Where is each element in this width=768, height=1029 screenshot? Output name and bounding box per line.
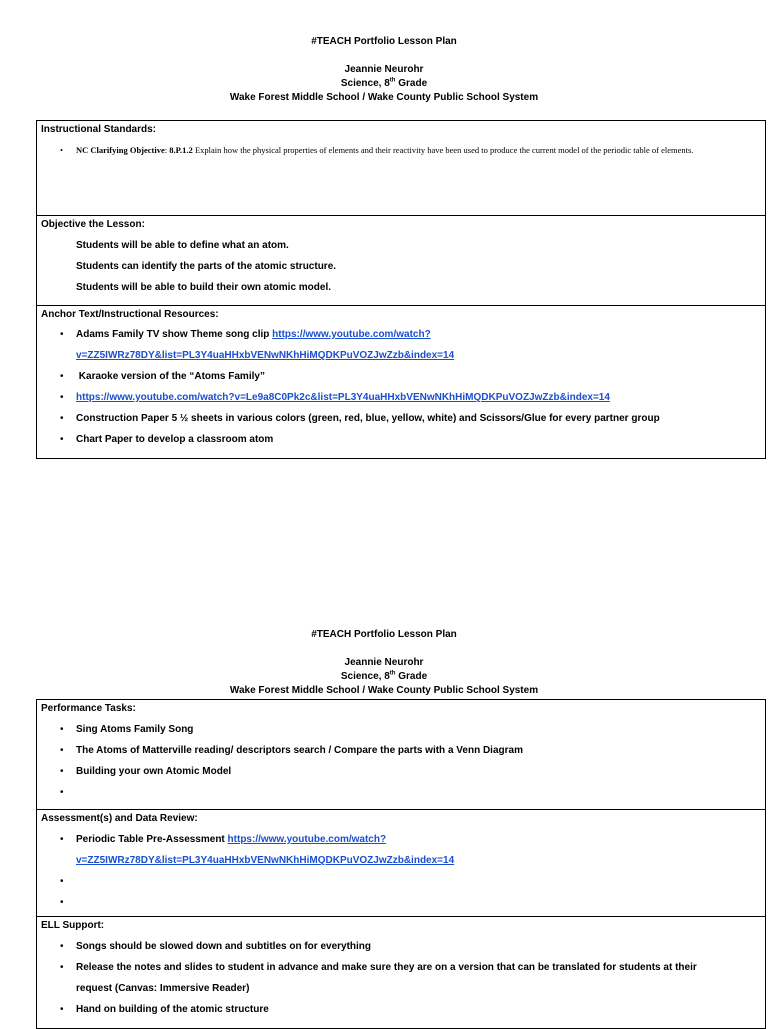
section-title: Assessment(s) and Data Review: <box>41 813 198 824</box>
performance-section <box>37 700 765 809</box>
resource-item: • Chart Paper to develop a classroom atom <box>41 433 761 447</box>
school-name: Wake Forest Middle School / Wake County Public School System <box>229 92 539 103</box>
resource-item: • Karaoke version of the “Atoms Family” <box>41 370 761 384</box>
resource-item: • Adams Family TV show Theme song clip https://www.youtube.com/watch? <box>41 328 761 342</box>
ell-item: • Release the notes and slides to student in advance and make sure they are on a version that can be translated for students at their <box>41 961 761 975</box>
lesson-table-2 <box>36 699 766 1029</box>
objective-item: Students will be able to build their own atomic model. <box>76 282 332 293</box>
ell-section <box>37 916 765 1028</box>
objective-section <box>37 215 765 305</box>
subject-grade: Science, 8th Grade <box>340 77 428 89</box>
lesson-table-1 <box>36 120 766 459</box>
standard-item: • NC Clarifying Objective: 8.P.1.2 Explain how the physical properties of elements and their reactivity have been used to produce the current model of the periodic table of elements. <box>41 140 761 160</box>
resource-item: • Construction Paper 5 ½ sheets in various colors (green, red, blue, yellow, white) and Scissors/Glue for every partner group <box>41 412 761 426</box>
standards-section <box>37 121 765 215</box>
assessment-link-continued <box>41 854 761 868</box>
section-title: Objective the Lesson: <box>41 219 145 230</box>
objective-item: Students can identify the parts of the atomic structure. <box>76 261 337 272</box>
task-item: • Building your own Atomic Model <box>41 765 761 779</box>
assessment-item-empty <box>41 875 761 889</box>
assessment-link[interactable]: https://www.youtube.com/watch? <box>227 834 387 845</box>
ell-item: • Songs should be slowed down and subtitles on for everything <box>41 940 761 954</box>
resource-link[interactable]: https://www.youtube.com/watch? <box>272 329 431 340</box>
assessment-item: • Periodic Table Pre-Assessment https://www.youtube.com/watch? <box>41 833 761 847</box>
assessment-section <box>37 809 765 916</box>
section-title: Performance Tasks: <box>41 703 136 714</box>
section-title: Instructional Standards: <box>41 124 157 135</box>
document-title: #TEACH Portfolio Lesson Plan <box>311 36 457 47</box>
task-item: • The Atoms of Matterville reading/ descriptors search / Compare the parts with a Venn Diagram <box>41 744 761 758</box>
section-title: Anchor Text/Instructional Resources: <box>41 309 219 320</box>
resource-link[interactable]: https://www.youtube.com/watch?v=Le9a8C0Pk2c&list=PL3Y4uaHHxbVENwNKhHiMQDKPuVOZJwZzb&index=14 <box>76 392 610 403</box>
author-name: Jeannie Neurohr <box>344 64 424 75</box>
resource-link-continued <box>41 349 761 363</box>
page-header <box>0 35 768 105</box>
assessment-item-empty <box>41 896 761 910</box>
section-title: ELL Support: <box>41 920 105 931</box>
ell-item-continued: request (Canvas: Immersive Reader) <box>76 983 250 994</box>
subject-grade: Science, 8th Grade <box>340 670 428 682</box>
task-item: • Sing Atoms Family Song <box>41 723 761 737</box>
page-header <box>0 628 768 698</box>
resource-link[interactable]: v=ZZ5IWRz78DY&list=PL3Y4uaHHxbVENwNKhHiMQDKPuVOZJwZzb&index=14 <box>76 350 455 361</box>
task-item <box>41 786 761 800</box>
assessment-link[interactable]: v=ZZ5IWRz78DY&list=PL3Y4uaHHxbVENwNKhHiMQDKPuVOZJwZzb&index=14 <box>76 855 455 866</box>
ell-item: • Hand on building of the atomic structure <box>41 1003 761 1017</box>
resource-item <box>41 391 761 405</box>
author-name: Jeannie Neurohr <box>344 657 424 668</box>
anchor-section <box>37 305 765 458</box>
school-name: Wake Forest Middle School / Wake County Public School System <box>229 685 539 696</box>
document-title: #TEACH Portfolio Lesson Plan <box>311 629 457 640</box>
objective-item: Students will be able to define what an atom. <box>76 240 289 251</box>
